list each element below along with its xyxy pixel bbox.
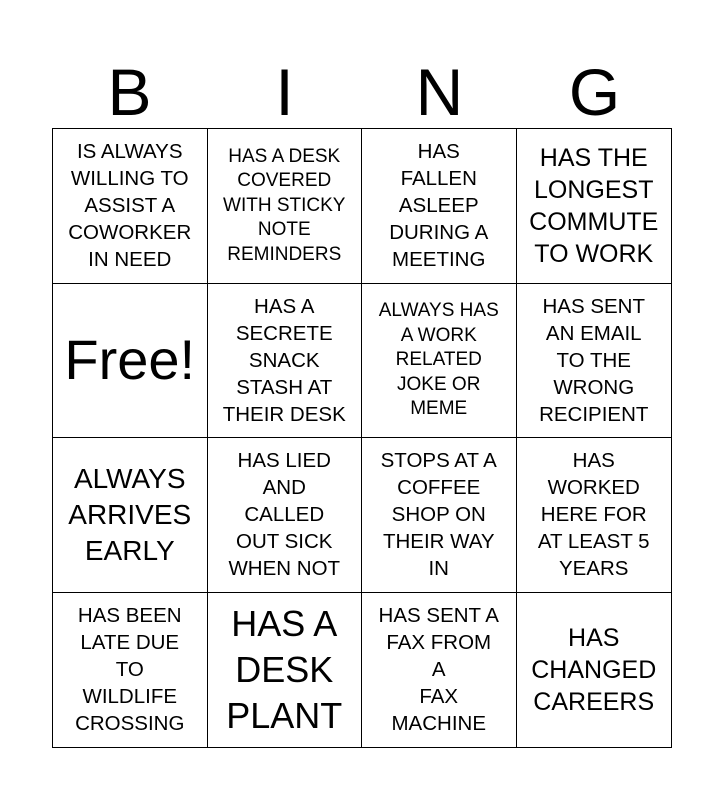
header-letter-i: I	[275, 55, 294, 129]
bingo-cell-text: HAS BEEN LATE DUE TO WILDLIFE CROSSING	[75, 604, 185, 736]
bingo-cell-r1c4[interactable]	[517, 129, 672, 284]
bingo-cell-text: HAS LIED AND CALLED OUT SICK WHEN NOT	[228, 449, 341, 581]
bingo-board	[52, 128, 672, 748]
bingo-cell-r1c1[interactable]	[53, 129, 208, 284]
bingo-cell-text: HAS A SECRETE SNACK STASH AT THEIR DESK	[222, 294, 346, 426]
bingo-cell-r3c3[interactable]	[362, 438, 517, 593]
bingo-cell-text: ALWAYS ARRIVES EARLY	[68, 462, 192, 566]
bingo-header	[52, 56, 672, 128]
bingo-cell-free[interactable]	[53, 284, 208, 439]
bingo-cell-r3c1[interactable]	[53, 438, 208, 593]
bingo-cell-r1c3[interactable]	[362, 129, 517, 284]
bingo-cell-text: HAS A DESK COVERED WITH STICKY NOTE REMINDERS	[223, 145, 346, 265]
bingo-cell-r2c3[interactable]	[362, 284, 517, 439]
bingo-cell-text: IS ALWAYS WILLING TO ASSIST A COWORKER IN NEED	[68, 140, 192, 272]
bingo-cell-text: HAS CHANGED CAREERS	[531, 623, 657, 716]
header-letter-n: N	[415, 55, 464, 129]
bingo-cell-text: HAS SENT A FAX FROM A FAX MACHINE	[378, 604, 499, 736]
bingo-cell-r4c2[interactable]	[208, 593, 363, 748]
bingo-cell-r3c4[interactable]	[517, 438, 672, 593]
header-letter-b: B	[107, 55, 152, 129]
bingo-cell-text: HAS A DESK PLANT	[226, 602, 343, 736]
free-space-label: Free!	[64, 328, 196, 392]
bingo-cell-r2c2[interactable]	[208, 284, 363, 439]
bingo-cell-text: HAS THE LONGEST COMMUTE TO WORK	[529, 143, 659, 268]
bingo-cell-r4c3[interactable]	[362, 593, 517, 748]
bingo-cell-text: ALWAYS HAS A WORK RELATED JOKE OR MEME	[378, 300, 499, 419]
bingo-cell-text: HAS FALLEN ASLEEP DURING A MEETING	[389, 140, 489, 272]
bingo-cell-text: HAS SENT AN EMAIL TO THE WRONG RECIPIENT	[539, 294, 649, 426]
bingo-cell-r4c4[interactable]	[517, 593, 672, 748]
bingo-cell-text: HAS WORKED HERE FOR AT LEAST 5 YEARS	[537, 449, 650, 581]
header-letter-g: G	[568, 55, 621, 129]
bingo-cell-r2c4[interactable]	[517, 284, 672, 439]
bingo-cell-r4c1[interactable]	[53, 593, 208, 748]
bingo-cell-r3c2[interactable]	[208, 438, 363, 593]
bingo-cell-r1c2[interactable]	[208, 129, 363, 284]
bingo-cell-text: STOPS AT A COFFEE SHOP ON THEIR WAY IN	[380, 449, 497, 581]
